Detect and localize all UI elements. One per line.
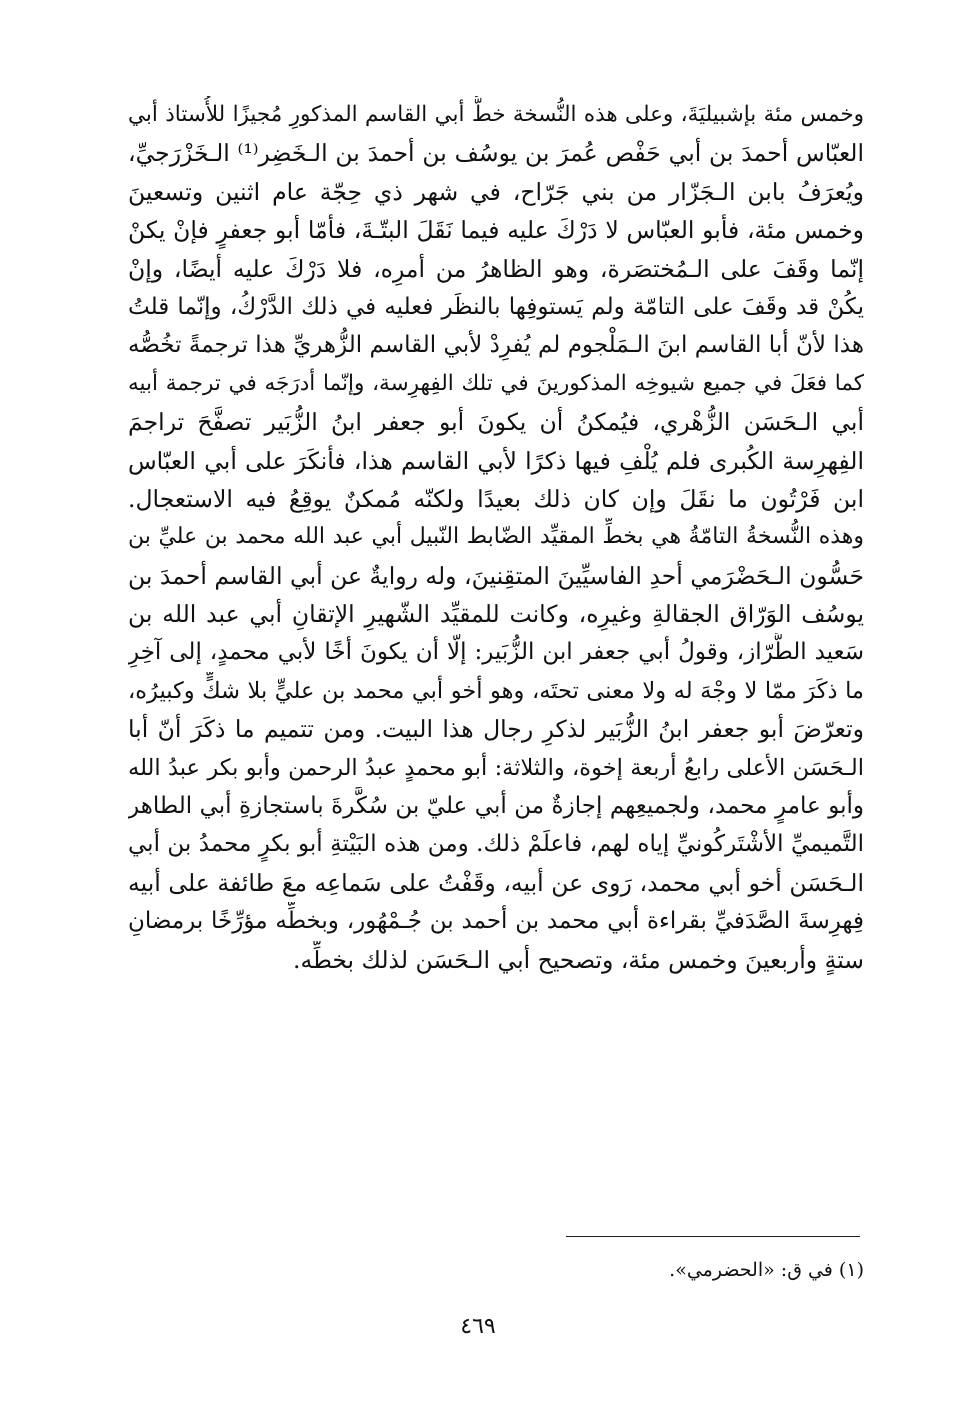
text-line: يكُنْ قد وقَفَ على التامّة ولم يَستوفِها بالنظَر فعليه في ذلك الدَّرْكُ، وإنّما قلتُ [128,293,864,320]
text-line: الـحَسَن أخو أبي محمد، رَوى عن أبيه، وقَفْتُ على سَماعِه معَ طائفة على أبيه [128,868,864,897]
footnote: (١) في ق: «الحضرمي». [669,1259,864,1281]
text-line: وتعرّضَ أبو جعفر ابنُ الزُّبَير لذكرِ رجال هذا البيت. ومن تتميم ما ذكَرَ أنّ أبا [128,715,864,744]
text-line: وأبو عامرٍ محمد، ولجميعِهم إجازةٌ من أبي عليّ بن سُكَّرةَ باستجازةِ أبي الطاهر [128,793,864,820]
text-line: سَعيد الطَّرّاز، وقولُ أبي جعفر ابن الزُّبَير: إلّا أن يكونَ أخًا لأبي محمدٍ، إلى آخِرِ [128,639,864,666]
text-line: ويُعرَفُ بابن الـجَزّار من بني جَرّاح، في شهر ذي حِجّة عام اثنين وتسعينَ [128,177,864,206]
text-line: وخمس مئة، فأبو العبّاس لا دَرْكَ عليه فيما نَقَلَ البتّـةَ، فأمّا أبو جعفرٍ فإنْ يكنْ [128,216,864,245]
text-line: حَسُّون الـحَضْرَمي أحدِ الفاسيِّينَ المتقِنينَ، وله روايةٌ عن أبي القاسم أحمدَ بن [128,561,864,590]
text-line: يوسُف الوَرّاق الجقالةِ وغيرِه، وكانت للمقيِّد الشّهيرِ الإتقانِ أبي عبد الله بن [128,600,864,629]
text-line: ابن فَرْتُون ما نقَلَ وإن كان ذلك بعيدًا ولكنّه مُمكنٌ يوقِعُ فيه الاستعجال. [128,484,864,513]
text-line: ما ذكَرَ ممّا لا وجْهَ له ولا معنى تحتَه، وهو أخو أبي محمد بن عليٍّ بلا شكٍّ وكبيرُه، [128,677,864,704]
text-line: الـحَسَن الأعلى رابعُ أربعة إخوة، والثلاثة: أبو محمدٍ عبدُ الرحمن وأبو بكر عبدُ الله [128,754,864,781]
text-line: إنّما وقَفَ على الـمُختصَرة، وهو الظاهرُ من أمرِه، فلا دَرْكَ عليه أيضًا، وإنْ [128,254,864,283]
text-line: وخمس مئة بإشبيليَةَ، وعلى هذه النُّسخة خطُّ أبي القاسم المذكورِ مُجيزًا للأُستاذ أبي [128,102,864,127]
footnote-separator [566,1236,860,1237]
text-line: العبّاس أحمدَ بن أبي حَفْص عُمرَ بن يوسُف بن أحمدَ بن الـخَضِر⁽¹⁾ الـخَزْرَجيِّ، [128,139,864,168]
text-line: ستةٍ وأربعينَ وخمس مئة، وتصحيح أبي الـحَسَن لذلك بخطِّه. [293,945,864,974]
page-number: ٤٦٩ [460,1314,496,1339]
text-line: التَّميميِّ الأشْتَركُونيِّ إياه لهم، فاعلَمْ ذلك. ومن هذه البَيْتةِ أبو بكرٍ محمدُ بن أبي [128,831,864,858]
text-line: أبي الـحَسَن الزُّهْري، فيُمكنُ أن يكونَ أبو جعفر ابنُ الزُّبَير تصفَّحَ تراجمَ [128,408,864,437]
text-line: وهذه النُّسخةُ التامّةُ هي بخطِّ المقيِّد الضّابط النّبيل أبي عبد الله محمد بن عليِّ بن [128,524,864,550]
body-text [128,96,864,979]
text-line: الفِهرِسة الكُبرى فلم يُلْفِ فيها ذكرًا لأبي القاسم هذا، فأنكَرَ على أبي العبّاس [128,446,864,475]
text-line: هذا لأنّ أبا القاسم ابنَ الـمَلْجوم لم يُفرِدْ لأبي القاسم الزُّهريِّ هذا ترجمةً تخُصُّه [128,332,864,359]
text-line: كما فعَلَ في جميع شيوخِه المذكورينَ في تلك الفِهرِسة، وإنّما أدرَجَه في ترجمة أبيه [128,370,864,396]
text-line: فِهرِسةَ الصَّدَفيِّ بقراءة أبي محمد بن أحمد بن جُـمْهُور، وبخطِّه مؤرِّخًا برمضانِ [128,908,864,935]
